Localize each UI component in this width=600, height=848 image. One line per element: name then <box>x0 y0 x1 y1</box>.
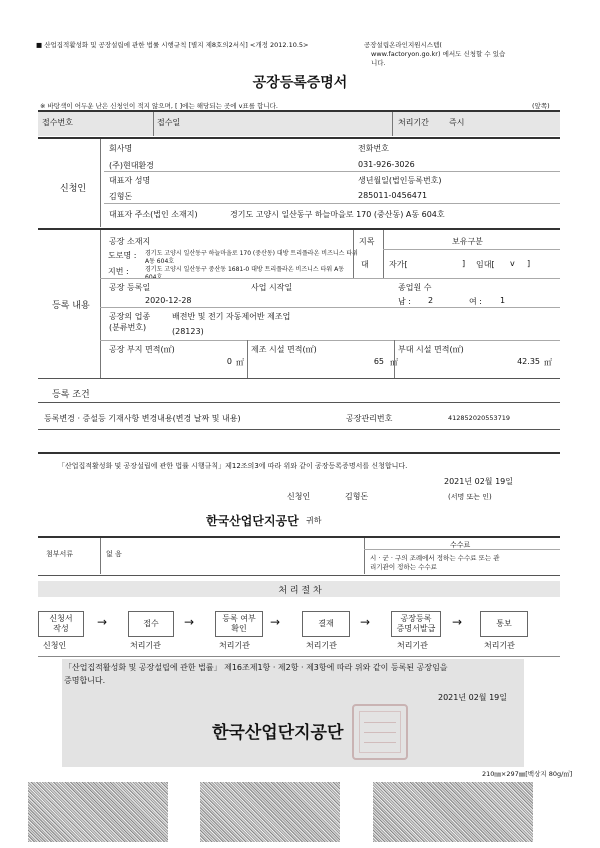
male-label: 남 : <box>398 297 411 306</box>
address-label: 대표자 주소(법인 소재지) <box>109 210 198 219</box>
receipt-date-label: 접수일 <box>157 118 181 127</box>
step-text: 작성 <box>53 624 69 633</box>
fee-text-line2: 리기관이 정하는 수수료 <box>370 563 437 571</box>
management-no-value: 412852020553719 <box>448 414 511 422</box>
receipt-no-label: 접수번호 <box>42 118 73 127</box>
step-text: 등록 여부 <box>222 614 256 623</box>
document-title: 공장등록증명서 <box>252 75 348 91</box>
process-step-2 <box>128 611 174 637</box>
lease-label[interactable]: 임대[ <box>476 260 495 269</box>
sign-note: (서명 또는 인) <box>448 493 492 501</box>
official-seal <box>352 704 408 760</box>
lease-checkmark: v <box>510 259 515 268</box>
industry-code: (28123) <box>172 327 204 336</box>
receipt-row <box>38 112 560 136</box>
lease-close: ] <box>527 259 531 268</box>
representative-value: 김형돈 <box>109 192 133 201</box>
section-rule <box>38 228 560 230</box>
process-step-5 <box>391 611 441 637</box>
step-text: 결재 <box>318 619 334 628</box>
company-label: 회사명 <box>109 144 133 153</box>
divider <box>383 230 384 278</box>
representative-label: 대표자 성명 <box>109 176 151 185</box>
process-step-4 <box>302 611 350 637</box>
applicant-sign-name: 김형돈 <box>345 492 369 501</box>
step-actor: 처리기관 <box>219 641 250 650</box>
divider <box>100 538 101 574</box>
online-notice-line2: www.factoryon.go.kr) 에서도 신청할 수 있습 <box>371 50 506 58</box>
industry-value: 배전반 및 전기 자동제어반 제조업 <box>172 312 291 321</box>
step-actor: 처리기관 <box>130 641 161 650</box>
process-step-1 <box>38 611 84 637</box>
row-rule <box>104 171 560 172</box>
employees-label: 종업원 수 <box>398 283 432 292</box>
section-rule <box>38 378 560 379</box>
divider <box>100 139 101 227</box>
seal-inner <box>359 711 401 753</box>
mfg-area-value: 65 <box>373 357 384 366</box>
company-value: (주)현대환경 <box>109 161 154 170</box>
section-rule <box>38 402 560 403</box>
registration-section-label: 등록 내용 <box>52 301 90 311</box>
divider <box>100 230 101 378</box>
divider <box>247 340 248 378</box>
security-pattern <box>373 782 533 842</box>
industry-label-line2: (분류번호) <box>109 323 147 332</box>
receipt-rule <box>38 137 560 139</box>
arrow-right-icon: → <box>452 615 463 629</box>
row-rule <box>364 549 560 550</box>
recipient-suffix: 귀하 <box>306 516 322 525</box>
section-rule <box>38 536 560 538</box>
owned-label[interactable]: 자가[ <box>389 260 408 269</box>
divider <box>392 112 393 136</box>
lot-address-line1: 경기도 고양시 일산동구 중산동 1681-0 대방 트리플라온 비즈니스 타워 A동 <box>145 266 345 273</box>
birth-label: 생년월일(법인등록번호) <box>358 176 442 185</box>
site-area-label: 공장 부지 면적(㎡) <box>109 345 175 354</box>
business-start-label: 사업 시작일 <box>251 283 293 292</box>
application-date: 2021년 02월 19일 <box>444 477 513 486</box>
applicant-section-label: 신청인 <box>60 184 87 194</box>
divider <box>364 538 365 574</box>
notice-text: ※ 바탕색이 어두운 난은 신청인이 적지 않으며, [ ]에는 해당되는 곳에 v표를 합니다. <box>40 102 278 110</box>
section-rule <box>38 429 560 430</box>
road-address-line2: A동 604호 <box>145 258 175 265</box>
female-value: 1 <box>500 296 506 305</box>
site-area-unit: ㎡ <box>236 358 244 367</box>
divider <box>153 112 154 136</box>
application-statement: 「산업집적활성화 및 공장설립에 관한 법률 시행규칙」제12조의3에 따라 위와 같이 공장등록증명서를 신청합니다. <box>58 462 408 470</box>
mfg-area-label: 제조 시설 면적(㎡) <box>251 345 317 354</box>
regulation-reference: ■ 산업집적활성화 및 공장설립에 관한 법률 시행규칙 [별지 제8호의2서식] <개정 2012.10.5> <box>36 41 309 49</box>
row-rule <box>104 203 560 204</box>
aux-area-unit: ㎡ <box>544 358 552 367</box>
step-text: 통보 <box>496 619 512 628</box>
step-actor: 처리기관 <box>306 641 337 650</box>
row-rule <box>100 278 560 279</box>
aux-area-value: 42.35 <box>517 357 540 366</box>
applicant-sign-label: 신청인 <box>287 492 311 501</box>
birth-value: 285011-0456471 <box>358 191 428 200</box>
lot-address-label: 지번 : <box>108 267 129 276</box>
industry-label-line1: 공장의 업종 <box>109 312 151 321</box>
land-category-label: 지목 <box>359 237 375 246</box>
fee-text-line1: 시 · 군 · 구의 조례에서 정하는 수수료 또는 관 <box>370 554 500 562</box>
aux-area-label: 부대 시설 면적(㎡) <box>398 345 464 354</box>
divider <box>353 230 354 278</box>
land-category-value: 대 <box>361 260 369 269</box>
step-text: 증명서발급 <box>396 624 436 633</box>
road-address-label: 도로명 : <box>108 251 137 260</box>
attachments-label: 첨부서류 <box>46 550 74 558</box>
arrow-right-icon: → <box>184 615 195 629</box>
attachments-value: 없 음 <box>106 550 122 558</box>
issuer-name: 한국산업단지공단 <box>212 723 344 743</box>
address-value: 경기도 고양시 일산동구 하늘마을로 170 (중산동) A동 604호 <box>230 210 445 219</box>
fee-label: 수수료 <box>450 541 471 549</box>
management-no-label: 공장관리번호 <box>346 414 393 423</box>
process-step-6 <box>480 611 528 637</box>
step-actor: 신청인 <box>43 641 67 650</box>
step-text: 확인 <box>231 624 247 633</box>
registration-date-value: 2020-12-28 <box>145 296 192 305</box>
owned-close: ] <box>462 259 466 268</box>
step-text: 공장등록 <box>400 614 432 623</box>
location-label: 공장 소재지 <box>109 237 151 246</box>
row-rule <box>100 340 560 341</box>
row-rule <box>100 307 560 308</box>
step-text: 신청서 <box>49 614 73 623</box>
male-value: 2 <box>428 296 434 305</box>
online-notice-line1: 공장설립온라인지원시스템( <box>364 41 442 49</box>
section-rule <box>38 452 560 454</box>
lot-address-line2: 604호 <box>145 274 163 281</box>
mfg-area-unit: ㎡ <box>390 358 398 367</box>
changes-label: 등록변경 · 증설등 기재사항 변경내용(변경 날짜 및 내용) <box>44 414 241 423</box>
arrow-right-icon: → <box>360 615 371 629</box>
arrow-right-icon: → <box>270 615 281 629</box>
process-step-3 <box>215 611 263 637</box>
processing-period-value: 즉시 <box>449 118 465 127</box>
section-rule <box>38 575 560 576</box>
female-label: 여 : <box>469 297 482 306</box>
site-area-value: 0 <box>226 357 232 366</box>
certification-panel <box>62 659 524 767</box>
paper-size: 210㎜×297㎜[백상지 80g/㎡] <box>482 770 573 778</box>
step-actor: 처리기관 <box>397 641 428 650</box>
ownership-label: 보유구분 <box>452 237 483 246</box>
processing-period-label: 처리기간 <box>398 118 429 127</box>
step-actor: 처리기관 <box>484 641 515 650</box>
road-address-line1: 경기도 고양시 일산동구 하늘마을로 170 (중산동) 대방 트리플라온 비즈니스 타워 <box>145 250 358 257</box>
phone-value: 031-926-3026 <box>358 160 415 169</box>
certification-statement-line1: 「산업집적활성화 및 공장설립에 관한 법률」 제16조제1항 · 제2항 · 제3항에 따라 위와 같이 등록된 공장임을 <box>64 663 448 672</box>
security-pattern <box>200 782 340 842</box>
section-rule <box>38 656 560 657</box>
step-text: 접수 <box>143 619 159 628</box>
arrow-right-icon: → <box>97 615 108 629</box>
phone-label: 전화번호 <box>358 144 389 153</box>
online-notice-line3: 니다. <box>371 59 386 67</box>
recipient-name: 한국산업단지공단 <box>206 514 299 528</box>
conditions-label: 등록 조건 <box>52 390 90 400</box>
certification-date: 2021년 02월 19일 <box>438 693 507 702</box>
row-rule <box>383 249 560 250</box>
certification-statement-line2: 증명합니다. <box>64 676 106 685</box>
registration-date-label: 공장 등록일 <box>109 283 151 292</box>
process-title: 처 리 절 차 <box>278 586 322 596</box>
divider <box>394 340 395 378</box>
page-side: (앞쪽) <box>532 102 550 110</box>
security-pattern <box>28 782 168 842</box>
